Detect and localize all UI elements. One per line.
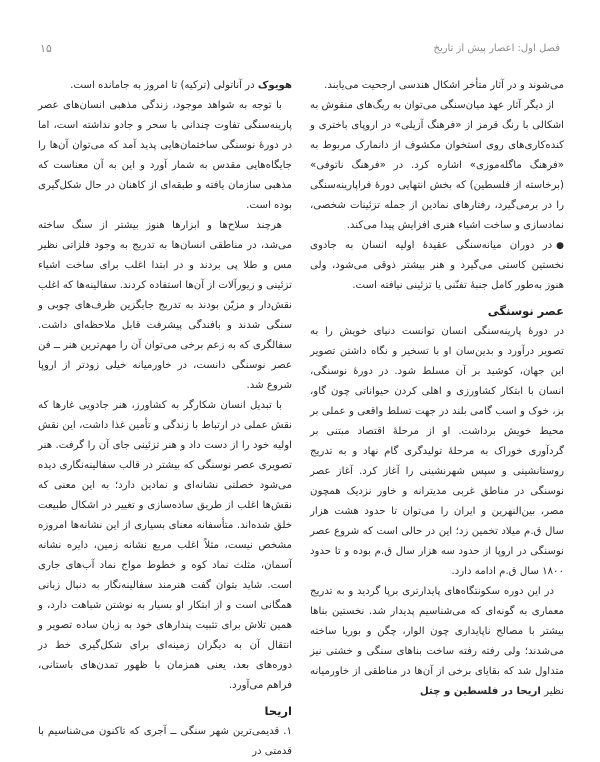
paragraph: از دیگر آثار عهد میان‌سنگی می‌توان به ریگ‌های منقوش به اشکالی با رنگ قرمز از «فرهنگ آزیلی» در اروپای باختری و کنده‌کاری‌های روی استخوان مکشوف از دانمارک مربوط به «فرهنگ ماگله‌موزی» اشاره کرد. در «فرهنگ ناتوفی» (برخاسته از فلسطین) که بخش انتهایی دورهٔ فراپارینه‌سنگی را در برمی‌گیرد، رفتارهای نمادین از جمله تزئینات شخصی، نمادسازی و ساخت اشیاء هنری افزایش پیدا می‌کند. (310, 100, 564, 231)
page-header (40, 40, 560, 56)
paragraph (38, 76, 292, 96)
bullet-note (310, 236, 564, 296)
section-heading: عصر نوسنگی (487, 304, 564, 318)
paragraph-text: در آناتولی (ترکیه) تا امروز به جامانده است. (70, 80, 255, 91)
paragraph-text: در این دوره سکونتگاه‌های پایدارتری برپا گردید و به تدریج معماری به گونه‌ای که می‌شناسیم پدیدار شد. نخستین بناها بیشتر با مصالح ناپایداری چون الوار، چگن و بوریا ساخته می‌شدند؛ ولی رفته رفته ساخت بناهای سنگی و خشتی نیز متداول شد که بقایای برخی از آن‌ها در مناطقی از خاورمیانه نظیر (310, 586, 564, 697)
section-heading: اریحا (264, 704, 292, 718)
paragraph: در دورهٔ پارینه‌سنگی انسان توانست دنیای خویش را به تصویر درآورد و بدین‌سان او با تسخیر و نگاه داشتن تصویر این جهان، کوشید بر آن مسلط شود. در دورهٔ نوسنگی، انسان با ابتکار کشاورزی و اهلی کردن حیواناتی چون گاو، بز، خوک و اسب گامی بلند در جهت تسلط واقعی و عملی بر محیط خویش برداشت. او از مرحلهٔ اقتصاد مبتنی بر گردآوری خوراک به مرحلهٔ تولیدگری گام نهاد و به تدریج روستانشینی و سپس شهرنشینی را آغاز کرد. آغاز عصر نوسنگی در مناطق غربی مدیترانه و خاور نزدیک همچون مصر، بین‌النهرین و ایران را می‌توان تا حدود هشت هزار سال ق.م میلاد تخمین زد؛ این در حالی است که شروع عصر نوسنگی در اروپا از حدود سه هزار سال ق.م بوده و تا حدود ۱۸۰۰ سال ق.م ادامه دارد. (310, 326, 564, 577)
paragraph (310, 582, 564, 702)
paragraph: هرچند سلاح‌ها و ابزارها هنوز بیشتر از سنگ ساخته می‌شد، در مناطقی انسان‌ها به تدریج به وجود فلزاتی نظیر مس و طلا پی بردند و در ابتدا اغلب برای ساخت اشیاء تزئینی و زیورآلات از آن‌ها استفاده کردند. سفالینه‌ها که اغلب نقش‌دار و مزیّن بودند به تدریج جایگزین ظرف‌های چوبی و سنگی شدند و بافندگی پیشرفت قابل ملاحظه‌ای داشت. سفالگری که به زعم برخی می‌توان آن را مهم‌ترین هنر ــ فن عصر نوسنگی دانست، در خاورمیانه خیلی زودتر از اروپا شروع شد. (38, 220, 292, 391)
paragraph: با تبدیل انسان شکارگر به کشاورز، هنر جادویی غارها که نقش عملی در ارتباط با زندگی و تأمین غذا داشت، این نقش اولیه خود را از دست داد و هنر تزئینی جای آن را گرفت. هنر تصویری عصر نوسنگی که بیشتر در قالب سفالینه‌نگاری دیده می‌شود خصلتی نشانه‌ای و نمادین دارد؛ به این معنی که نقش‌ها اغلب از طریق ساده‌سازی و تغییر در اشکال طبیعت خلق شده‌اند. متأسفانه معنای بسیاری از این نشانه‌ها امروزه مشخص نیست، مثلاً اغلب مربع نشانه زمین، دایره نشانه آسمان، مثلث نماد کوه و خطوط مواج نماد آب‌های جاری است. شاید بتوان گفت هنرمند سفالینه‌نگار به دنبال زبانی همگانی است و از ابتکار او بسیار به نوشتن شباهت دارد، و همین تلاش برای تثبیت پندارهای خود به زبان ساده تصویر و انتقال آن به دیگران زمینه‌ای برای شکل‌گیری خط در دوره‌های بعد، یعنی همزمان با ظهور تمدن‌های باستانی، فراهم می‌آورد. (38, 400, 292, 691)
page-number: ۱۵ (40, 41, 52, 55)
bold-place-name: هویوک (257, 80, 292, 91)
right-column (310, 76, 564, 702)
left-column (38, 76, 292, 762)
bold-place-names: اریحا در فلسطین و چتل (419, 686, 541, 697)
bullet-icon: ● (556, 241, 564, 251)
bullet-text: در دوران میانه‌سنگی عقیدهٔ اولیه انسان به جادوی نخستین کاستی می‌گیرد و هنر بیشتر ذوقی می‌شود، ولی هنوز به‌طور کامل جنبهٔ تفنّنی یا تزئینی نیافته است. (310, 240, 564, 291)
paragraph: با توجه به شواهد موجود، زندگی مذهبی انسان‌های عصر پارینه‌سنگی تفاوت چندانی با سحر و جادو نداشته است، اما در دورهٔ نوسنگی ساختمان‌هایی پدید آمد که می‌توان آن‌ها را جایگاه‌هایی مقدس به شمار آورد و این به آن معناست که مذهبی سازمان یافته و طبقه‌ای از کاهنان در حال شکل‌گیری بوده است. (38, 100, 292, 211)
paragraph: می‌شوند و در آثار متأخر اشکال هندسی ارجحیت می‌یابند. (324, 80, 564, 91)
running-title: فصل اول: اعصار پیش از تاریخ (433, 42, 560, 54)
paragraph: ۱. قدیمی‌ترین شهر سنگی ــ آجری که تاکنون می‌شناسیم با قدمتی در (38, 726, 292, 757)
